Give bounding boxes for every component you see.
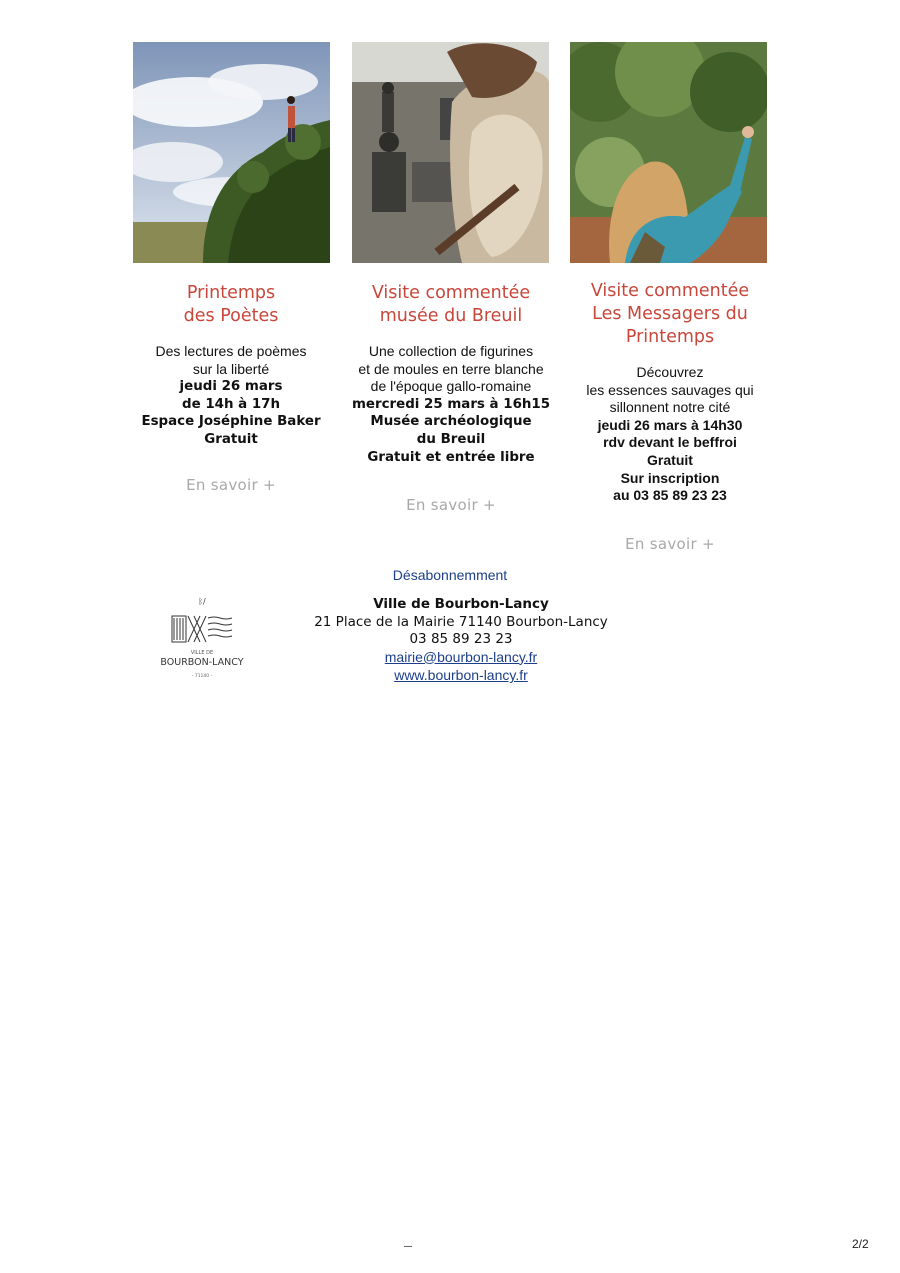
en-savoir-plus-link[interactable]: En savoir + bbox=[625, 534, 715, 553]
logo-postal-text: - 71140 - bbox=[191, 674, 213, 679]
event-title: Visite commentée Les Messagers du Printemps bbox=[590, 281, 750, 347]
event-location: du Breuil bbox=[416, 431, 486, 447]
website-link[interactable]: www.bourbon-lancy.fr bbox=[394, 667, 528, 684]
event-date: jeudi 26 mars à 14h30 bbox=[597, 416, 743, 433]
event-phone: au 03 85 89 23 23 bbox=[613, 487, 727, 504]
bourbon-lancy-logo bbox=[148, 594, 256, 684]
event-detail-line: Des lectures de poèmes bbox=[155, 343, 307, 359]
event-time: de 14h à 17h bbox=[181, 396, 281, 412]
event-detail-line: Une collection de figurines bbox=[368, 343, 534, 359]
photo-girl-in-forest bbox=[570, 42, 767, 263]
photo-excavation-collage bbox=[352, 42, 549, 263]
photo-messagers-du-printemps[interactable] bbox=[570, 42, 767, 263]
event-details bbox=[331, 343, 571, 466]
organization-name: Ville de Bourbon-Lancy bbox=[373, 596, 549, 612]
event-date: mercredi 25 mars à 16h15 bbox=[351, 396, 551, 412]
event-details bbox=[550, 364, 790, 505]
phone-number: 03 85 89 23 23 bbox=[409, 631, 513, 648]
event-details bbox=[111, 343, 351, 449]
event-title: Printemps des Poètes bbox=[183, 283, 279, 326]
event-title: Visite commentée musée du Breuil bbox=[371, 283, 531, 326]
event-messagers-du-printemps bbox=[550, 280, 790, 553]
logo-mark-text: ᛒ/ bbox=[198, 597, 206, 606]
photo-musee-du-breuil[interactable] bbox=[352, 42, 549, 263]
email-link[interactable]: mairie@bourbon-lancy.fr bbox=[384, 648, 538, 665]
event-detail-line: de l'époque gallo-romaine bbox=[370, 378, 532, 395]
event-detail-line: sillonnent notre cité bbox=[609, 399, 731, 416]
event-detail-line: Découvrez bbox=[636, 364, 704, 380]
event-detail-line: les essences sauvages qui bbox=[586, 381, 754, 398]
event-detail-line: et de moules en terre blanche bbox=[358, 360, 544, 377]
en-savoir-plus-link[interactable]: En savoir + bbox=[186, 475, 276, 494]
event-date: jeudi 26 mars bbox=[179, 379, 283, 395]
photo-printemps-des-poetes[interactable] bbox=[133, 42, 330, 263]
event-location: rdv devant le beffroi bbox=[603, 434, 737, 451]
page-number: 2/2 bbox=[852, 1237, 869, 1251]
postal-address: 21 Place de la Mairie 71140 Bourbon-Lancy bbox=[314, 613, 608, 630]
event-registration: Sur inscription bbox=[620, 469, 720, 486]
logo-name-text: BOURBON-LANCY bbox=[160, 657, 244, 668]
town-logo-icon bbox=[148, 594, 256, 684]
unsubscribe-link[interactable]: Désabonnemment bbox=[392, 567, 508, 583]
en-savoir-plus-link[interactable]: En savoir + bbox=[406, 496, 496, 515]
contact-block bbox=[311, 596, 611, 686]
event-location: Musée archéologique bbox=[370, 414, 532, 430]
event-price: Gratuit bbox=[204, 431, 258, 447]
event-location: Espace Joséphine Baker bbox=[141, 414, 321, 430]
event-printemps-des-poetes bbox=[111, 282, 351, 494]
event-detail-line: sur la liberté bbox=[192, 360, 270, 377]
logo-ville-text: VILLE DE bbox=[190, 650, 214, 656]
event-musee-du-breuil bbox=[331, 282, 571, 514]
event-price: Gratuit et entrée libre bbox=[367, 449, 535, 465]
event-price: Gratuit bbox=[647, 451, 693, 468]
photo-person-on-hedge bbox=[133, 42, 330, 263]
footer-mark bbox=[404, 1246, 412, 1247]
